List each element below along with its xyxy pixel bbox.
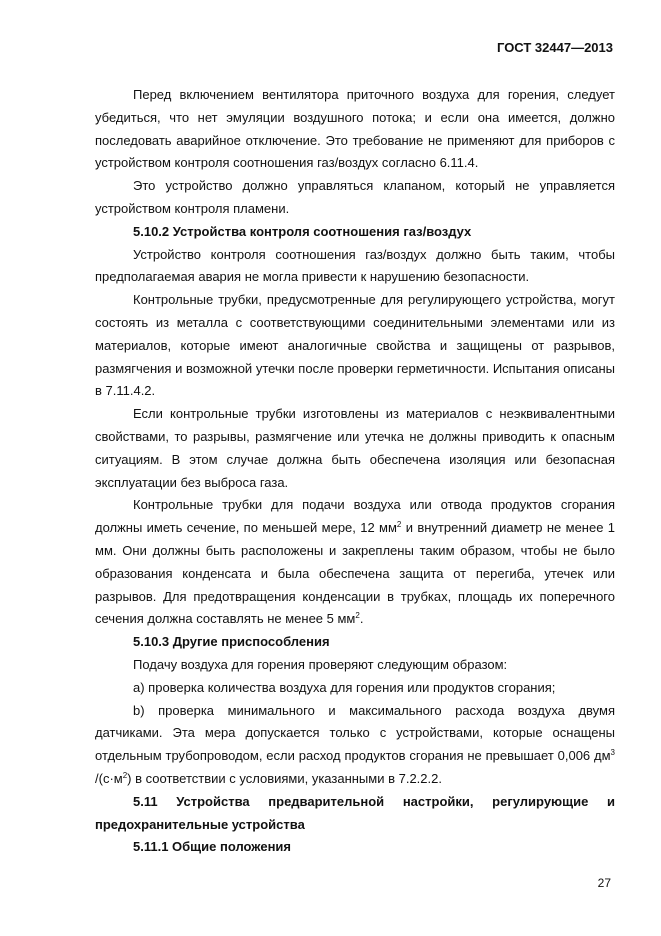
section-heading: 5.11 Устройства предварительной настройки, регулирующие и предохранительные устройства — [95, 793, 615, 832]
section-heading: 5.10.3 Другие приспособления — [133, 634, 330, 650]
superscript: 2 — [355, 611, 360, 621]
section-heading: 5.10.2 Устройства контроля соотношения газ/воздух — [133, 223, 472, 239]
body-paragraph — [95, 700, 615, 791]
text-run: . — [359, 611, 364, 627]
body-paragraph: Контрольные трубки, предусмотренные для регулирующего устройства, могут состоять из металла с соответствующими соединительными элементами или из материалов, которые имеют аналогичные свойства и защищены от разрывов, размягчения и возможной утечки после проверки герметичности. Испытания описаны в 7.11.4.2. — [95, 292, 615, 399]
text-run: и внутренний диаметр не менее 1 мм. Они должны быть расположены и закреплены таким образом, чтобы не было образования конденсата и была обеспечена защита от перегиба, утечек или разрывов. Для предотвращения конденсации в трубках, площадь их поперечного сечения должна составлять не менее 5 мм — [95, 520, 616, 627]
page-number: 27 — [597, 876, 611, 890]
document-header: ГОСТ 32447—2013 — [497, 40, 613, 55]
text-run: /(с·м — [95, 770, 123, 786]
text-run: b) проверка минимального и максимального расхода воздуха двумя датчиками. Эта мера допускается только с устройствами, которые оснащены отдельным трубопроводом, если расход продуктов сгорания не превышает 0,006 дм — [95, 702, 615, 764]
superscript: 2 — [122, 770, 128, 780]
text-run: ) в соответствии с условиями, указанными в 7.2.2.2. — [127, 770, 442, 786]
body-paragraph: а) проверка количества воздуха для горения или продуктов сгорания; — [133, 679, 556, 695]
body-paragraph: Устройство контроля соотношения газ/воздух должно быть таким, чтобы предполагаемая авария не могла привести к нарушению безопасности. — [95, 246, 615, 285]
text-run: Контрольные трубки для подачи воздуха или отвода продуктов сгорания должны иметь сечение, по меньшей мере, 12 мм — [95, 497, 615, 536]
superscript: 2 — [396, 520, 402, 530]
superscript: 3 — [610, 748, 615, 758]
section-heading: 5.11.1 Общие положения — [133, 839, 292, 855]
body-paragraph: Это устройство должно управляться клапаном, который не управляется устройством контроля пламени. — [95, 178, 615, 216]
body-paragraph — [95, 494, 615, 631]
body-paragraph: Если контрольные трубки изготовлены из материалов с неэквивалентными свойствами, то разрывы, размягчение или утечка не должны приводить к опасным ситуациям. В этом случае должна быть обеспечена изоляция или безопасная эксплуатации без выброса газа. — [95, 406, 615, 490]
document-body — [95, 84, 615, 859]
body-paragraph: Подачу воздуха для горения проверяют следующим образом: — [133, 656, 508, 672]
body-paragraph: Перед включением вентилятора приточного воздуха для горения, следует убедиться, что нет эмуляции воздушного потока; и если она имеется, должно последовать аварийное отключение. Это требование не применяют для приборов с устройством контроля соотношения газ/воздух согласно 6.11.4. — [95, 87, 615, 171]
